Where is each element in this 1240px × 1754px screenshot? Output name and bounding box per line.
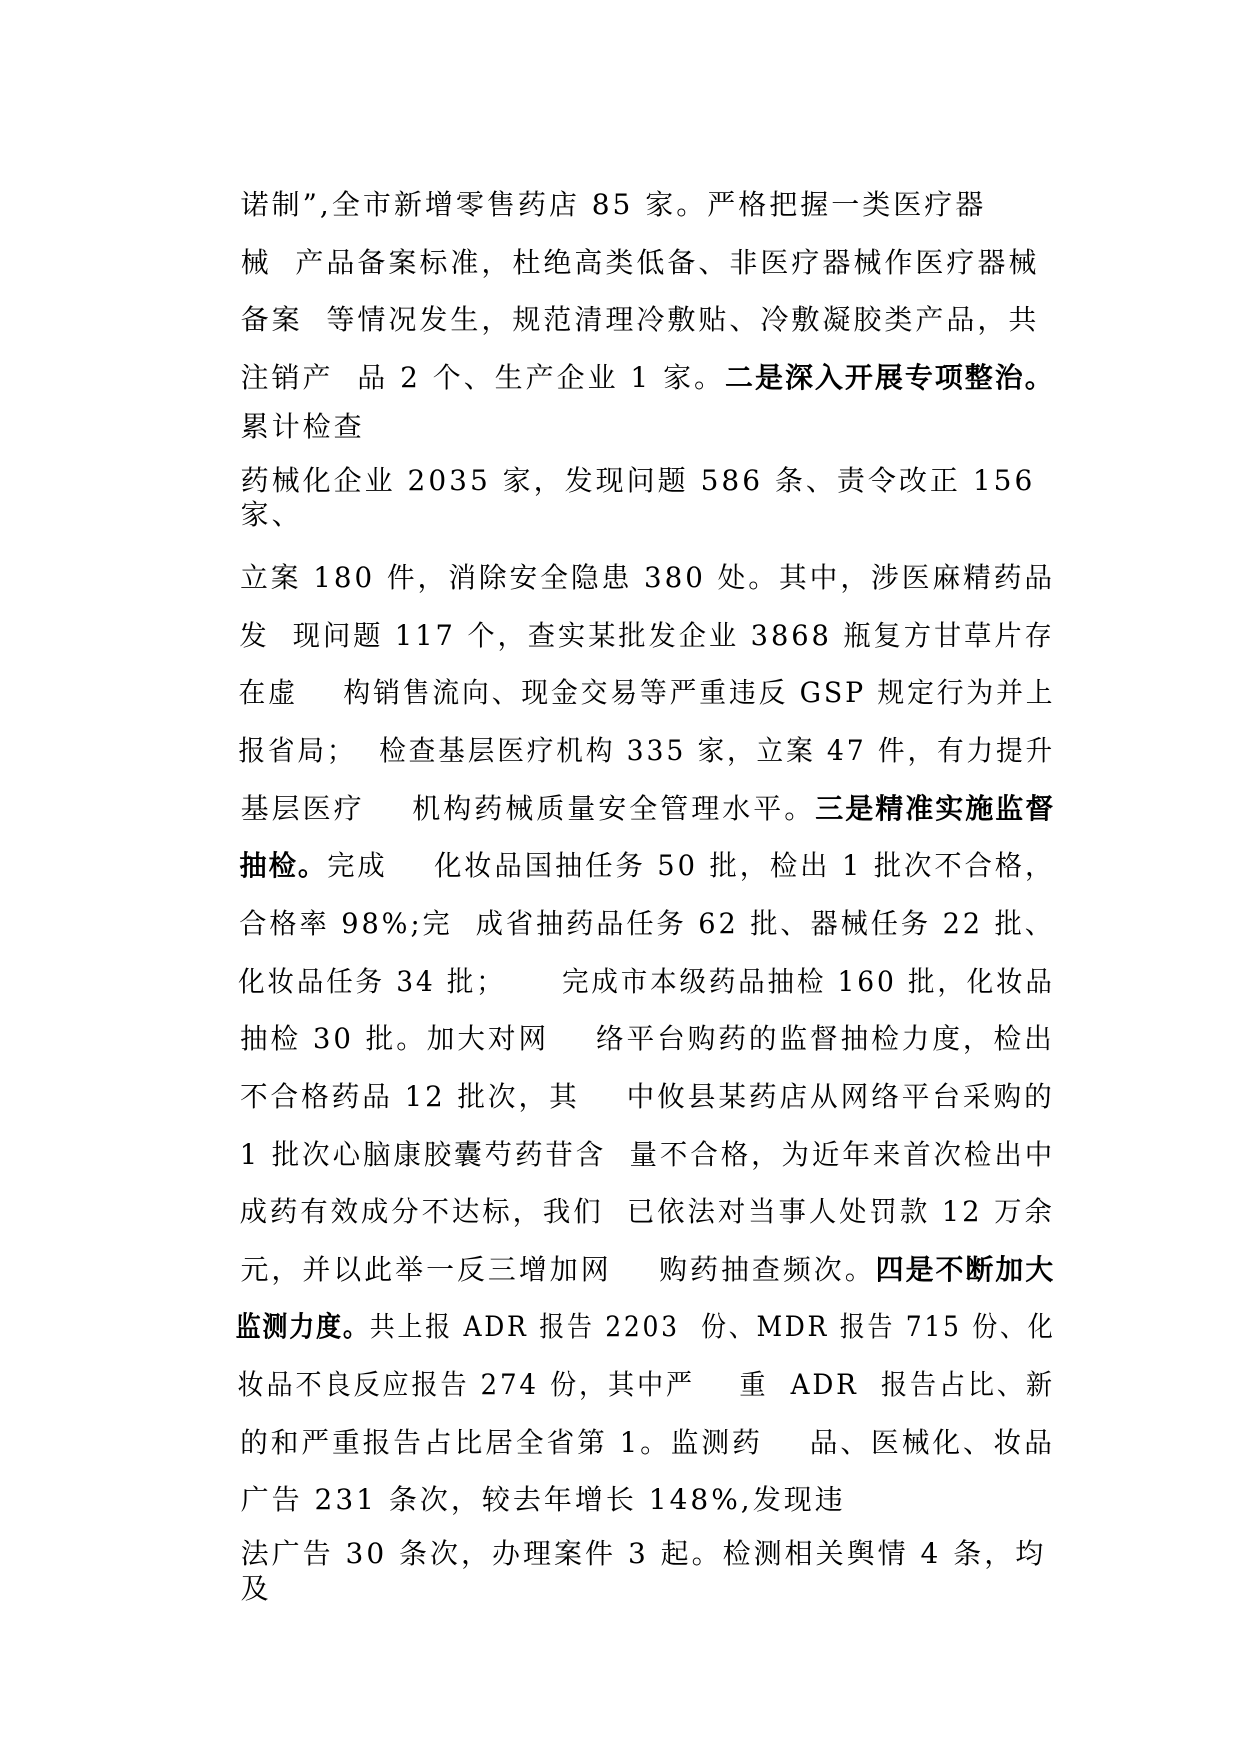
text-segment: 成药有效成分不达标，我们 已依法对当事人处罚款 12 万余 <box>239 1195 1055 1228</box>
text-line-6 <box>193 430 1035 532</box>
text-segment: 1 批次心脑康胶囊芍药苷含 量不合格，为近年来首次检出中 <box>239 1138 1056 1171</box>
text-segment: 备案 等情况发生，规范清理冷敷贴、冷敷凝胶类产品，共 <box>240 303 1040 336</box>
text-segment: 不合格药品 12 批次，其 中攸县某药店从网络平台采购的 <box>239 1080 1055 1113</box>
text-segment: 累计检查 <box>240 410 365 443</box>
text-segment: 的和严重报告占比居全省第 1。监测药 品、医械化、妆品 <box>240 1426 1055 1459</box>
text-segment: 及 <box>240 1572 272 1605</box>
text-segment: 诺制”,全市新增零售药店 85 家。严格把握一类医疗器 <box>240 188 987 221</box>
bold-heading: 二是深入开展专项整治。 <box>725 361 1055 394</box>
text-segment: 法广告 30 条次，办理案件 3 起。检测相关舆情 4 条，均 <box>240 1537 1047 1570</box>
text-segment: 广告 231 条次，较去年增长 148%,发现违 <box>240 1483 846 1516</box>
bold-heading: 四是不断加大 <box>875 1253 1056 1286</box>
text-segment: 报省局； 检查基层医疗机构 335 家，立案 47 件，有力提升 <box>238 734 1056 767</box>
text-segment: 械 产品备案标准，杜绝高类低备、非医疗器械作医疗器械 <box>240 246 1040 279</box>
text-segment: 共上报 ADR 报告 2203 份、MDR 报告 715 份、化 <box>369 1310 1056 1343</box>
text-line-26 <box>193 1538 272 1640</box>
bold-heading: 监测力度。 <box>235 1310 370 1343</box>
text-segment: 药械化企业 2035 家，发现问题 586 条、责令改正 156 <box>240 464 1036 497</box>
text-segment: 完成 化妆品国抽任务 50 批，检出 1 批次不合格， <box>327 849 1056 882</box>
text-segment: 元，并以此举一反三增加网 购药抽查频次。 <box>240 1253 876 1286</box>
bold-heading: 抽检。 <box>239 849 328 882</box>
text-segment: 在虚 构销售流向、现金交易等严重违反 GSP 规定行为并上 <box>238 676 1056 709</box>
text-line-25 <box>193 1503 1046 1605</box>
text-segment: 家、 <box>240 498 303 531</box>
text-segment: 发 现问题 117 个，查实某批发企业 3868 瓶复方甘草片存 <box>239 619 1055 652</box>
bold-heading: 三是精准实施监督 <box>815 792 1056 825</box>
text-segment: 基层医疗 机构药械质量安全管理水平。 <box>240 792 816 825</box>
text-segment: 立案 180 件，消除安全隐患 380 处。其中，涉医麻精药品 <box>240 561 1056 594</box>
text-segment: 注销产 品 2 个、生产企业 1 家。 <box>240 361 726 394</box>
text-segment: 化妆品任务 34 批； 完成市本级药品抽检 160 批，化妆品 <box>238 965 1055 998</box>
text-segment: 妆品不良反应报告 274 份，其中严 重 ADR 报告占比、新 <box>237 1368 1055 1401</box>
text-segment: 合格率 98%;完 成省抽药品任务 62 批、器械任务 22 批、 <box>239 907 1055 940</box>
text-segment: 抽检 30 批。加大对网 络平台购药的监督抽检力度，检出 <box>239 1022 1055 1055</box>
